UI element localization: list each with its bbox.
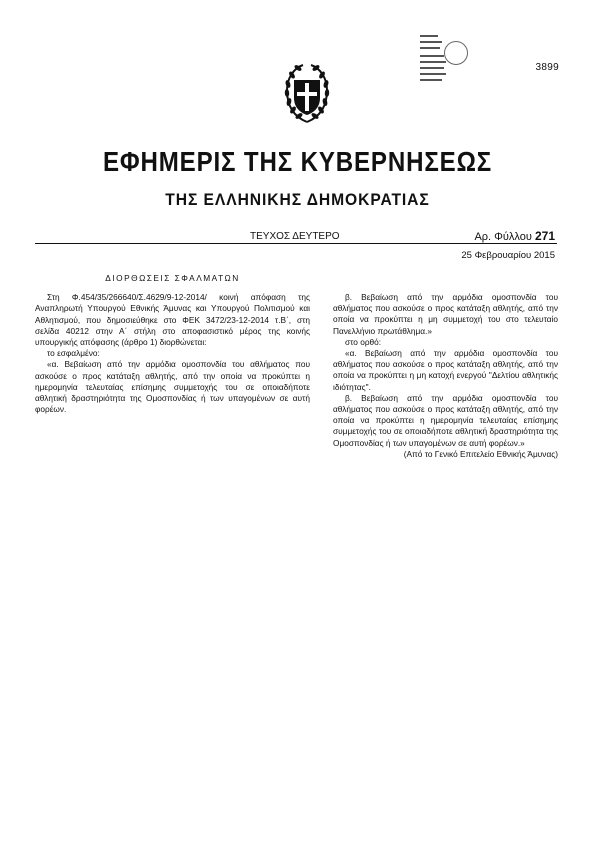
gazette-subtitle: ΤΗΣ ΕΛΛΗΝΙΚΗΣ ΔΗΜΟΚΡΑΤΙΑΣ [165,190,430,209]
sheet-number [474,229,555,243]
paragraph: το εσφαλμένο: [47,348,100,359]
paragraph: «α. Βεβαίωση από την αρμόδια ομοσπονδία του αθλήματος που ασκούσε ο προς κατάταξη αθλητής, από την οποία να προκύπτει η ημερομηνία τελευταίας επίσημης συμμετοχής του σε οποιαδήποτε αθλητική δραστηριότητα της Ομοσπονδίας ή των υπαγομένων σε αυτή φορέων. [35,359,310,415]
sheet-label: Αρ. Φύλλου [474,231,532,243]
signature-line: (Από το Γενικό Επιτελείο Εθνικής Άμυνας) [403,448,558,459]
issue-label: ΤΕΥΧΟΣ ΔΕΥΤΕΡΟ [250,231,340,242]
page-number: 3899 [535,62,559,73]
paragraph: β. Βεβαίωση από την αρμόδια ομοσπονδία του αθλήματος που ασκούσε ο προς κατάταξη αθλητής, από την οποία να προκύπτει η ημερομηνία τελευταίας επίσημης συμμετοχής του σε οποιαδήποτε αθλητική δραστηριότητα της Ομοσπονδίας ή των υπαγομένων σε αυτή φορέων.» [333,392,558,448]
paragraph: στο ορθό: [345,336,382,347]
greek-coat-of-arms-icon [284,60,330,126]
paragraph: «α. Βεβαίωση από την αρμόδια ομοσπονδία του αθλήματος που ασκούσε ο προς κατάταξη αθλητής, από την οποία να προκύπτει η μη κατοχή ενεργού "Δελτίου αθλητικής ιδιότητας". [333,348,558,392]
gazette-title: ΕΦΗΜΕΡΙΣ ΤΗΣ ΚΥΒΕΡΝΗΣΕΩΣ [102,146,493,177]
sheet-number-value: 271 [534,229,555,243]
paragraph: β. Βεβαίωση από την αρμόδια ομοσπονδία του αθλήματος που ασκούσε ο προς κατάταξη αθλητής, από την οποία να προκύπτει η μη συμμετοχή του στο τελευταίο Πανελλήνιο πρωτάθλημα.» [333,292,558,336]
right-column [333,292,558,460]
header-divider [35,243,557,244]
left-column [35,273,310,415]
issue-date: 25 Φεβρουαρίου 2015 [461,250,555,261]
paragraph: Στη Φ.454/35/266640/Σ.4629/9-12-2014/ κοινή απόφαση της Αναπληρωτή Υπουργού Εθνικής Άμυνας και Υπουργού Πολιτισμού και Αθλητισμού, που δημοσιεύθηκε στο ΦΕΚ 3472/23-12-2014 τ.Β΄, στη σελίδα 40212 στην Α΄ στήλη στο αποφασιστικό μέρος της κοινής υπουργικής απόφασης (άρθρο 1) διορθώνεται: [35,292,310,348]
section-heading: ΔΙΟΡΘΩΣΕΙΣ ΣΦΑΛΜΑΤΩΝ [105,273,240,283]
digital-signature-stamp-icon [420,31,468,89]
